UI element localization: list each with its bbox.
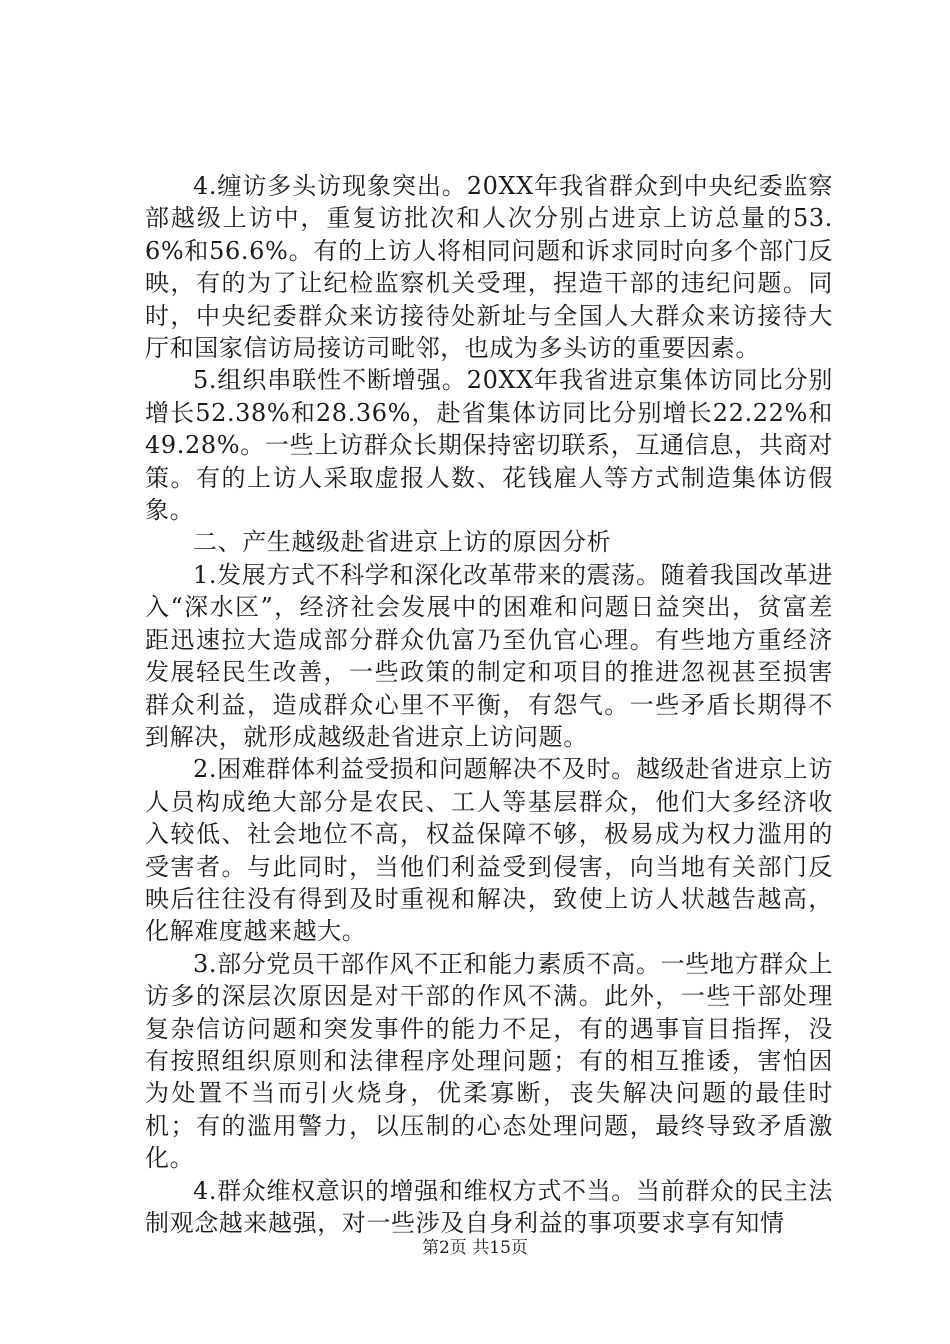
paragraph-organized-petitions: 5.组织串联性不断增强。20XX年我省进京集体访同比分别增长52.38%和28.36%，赴省集体访同比分别增长22.22%和49.28%。一些上访群众长期保持密切联系，互通信息，共商对策。有的上访人采取虚报人数、花钱雇人等方式制造集体访假象。 [145,366,833,525]
paragraph-repeat-petitions: 4.缠访多头访现象突出。20XX年我省群众到中央纪委监察部越级上访中，重复访批次和人次分别占进京上访总量的53.6%和56.6%。有的上访人将相同问题和诉求同时向多个部门反映，有的为了让纪检监察机关受理，捏造干部的违纪问题。同时，中央纪委群众来访接待处新址与全国人大群众来访接待大厅和国家信访局接访司毗邻，也成为多头访的重要因素。 [145,172,833,363]
page-number-footer: 第2页 共15页 [422,1238,528,1258]
paragraph-cause-4: 4.群众维权意识的增强和维权方式不当。当前群众的民主法制观念越来越强，对一些涉及自身利益的事项要求享有知情 [145,1176,833,1237]
section-heading: 二、产生越级赴省进京上访的原因分析 [193,528,612,557]
paragraph-cause-3: 3.部分党员干部作风不正和能力素质不高。一些地方群众上访多的深层次原因是对干部的作风不满。此外，一些干部处理复杂信访问题和突发事件的能力不足，有的遇事盲目指挥，没有按照组织原则和法律程序处理问题；有的相互推诿，害怕因为处置不当而引火烧身，优柔寡断，丧失解决问题的最佳时机；有的滥用警力，以压制的心态处理问题，最终导致矛盾激化。 [145,949,833,1173]
document-body [145,170,833,1239]
paragraph-cause-2: 2.困难群体利益受损和问题解决不及时。越级赴省进京上访人员构成绝大部分是农民、工人等基层群众，他们大多经济收入较低、社会地位不高，权益保障不够，极易成为权力滥用的受害者。与此同时，当他们利益受到侵害，向当地有关部门反映后往往没有得到及时重视和解决，致使上访人状越告越高，化解难度越来越大。 [145,755,833,946]
paragraph-cause-1: 1.发展方式不科学和深化改革带来的震荡。随着我国改革进入“深水区”，经济社会发展中的困难和问题日益突出，贫富差距迅速拉大造成部分群众仇富乃至仇官心理。有些地方重经济发展轻民生改善，一些政策的制定和项目的推进忽视甚至损害群众利益，造成群众心里不平衡，有怨气。一些矛盾长期得不到解决，就形成越级赴省进京上访问题。 [145,560,833,751]
